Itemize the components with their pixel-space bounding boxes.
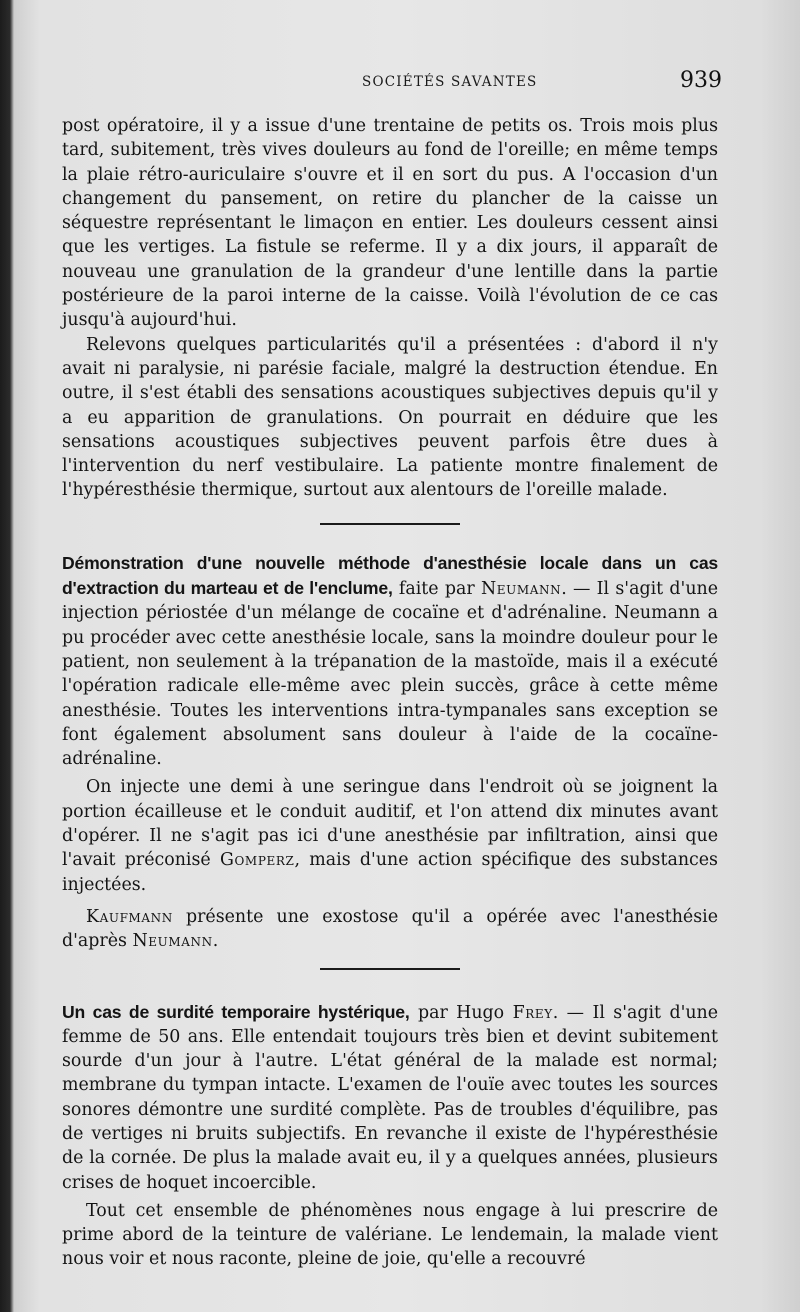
section-1-paragraph-3 — [62, 905, 718, 954]
section-divider-2 — [320, 968, 460, 970]
section-1-paragraph-3-name2: Neumann — [132, 931, 213, 952]
section-1-paragraph-1: Il s'agit d'une injection périostée d'un mélange de cocaïne et d'adrénaline. Neumann a pu procéder avec cette anesthésie locale, sans la moindre douleur pour le patient, non seulement à la trépanation de la mastoïde, mais il a exécuté l'opération radicale elle-même avec plein succès, grâce à cette même anesthésie. Toutes les interventions intra-tympanales sans exception se font également absolument sans douleur à l'aide de la cocaïne-adrénaline. — [62, 579, 719, 770]
section-2-paragraph-1: Il s'agit d'une femme de 50 ans. Elle entendait toujours très bien et devint subitement sourde d'un jour à l'autre. L'état général de la malade est normal; membrane du tympan intacte. L'examen de l'ouïe avec toutes les sources sonores démontre une surdité complète. Pas de troubles d'équilibre, pas de vertiges ni bruits subjectifs. En revanche il existe de l'hypéresthésie de la cornée. De plus la malade avait eu, il y a quelques années, plusieurs crises de hoquet incoercible. — [62, 1002, 719, 1193]
section-1-paragraph-3-name: Kaufmann — [86, 906, 173, 927]
section-divider — [320, 523, 460, 525]
section-2-first-paragraph — [62, 1000, 718, 1195]
section-1-byline-prefix: faite par — [398, 579, 475, 600]
continuation-paragraph: post opératoire, il y a issue d'une trentaine de petits os. Trois mois plus tard, subitement, très vives douleurs au fond de l'oreille; en même temps la plaie rétro-auriculaire s'ouvre et il en sort du pus. A l'occasion d'un changement du pansement, on retire du plancher de la caisse un séquestre représentant le limaçon en entier. Les douleurs cessent ainsi que les vertiges. La fistule se referme. Il y a dix jours, il apparaît de nouveau une granulation de la grandeur d'une lentille dans la partie postérieure de la paroi interne de la caisse. Voilà l'évolution de ce cas jusqu'à aujourd'hui. — [62, 116, 718, 331]
section-2-byline-suffix: . — — [552, 1002, 585, 1023]
section-2-paragraph-2: Tout cet ensemble de phénomènes nous engage à lui prescrire de prime abord de la teinture de valériane. Le lendemain, la malade vient nous voir et nous raconte, pleine de joie, qu'elle a recouvré — [62, 1200, 718, 1270]
section-1-paragraph-2-end: , mais d'une action spécifique des substances injectées. — [62, 850, 718, 895]
section-1-byline-suffix: . — — [561, 579, 591, 600]
section-1-title: Démonstration d'une nouvelle méthode d'anesthésie locale dans un cas d'extraction du marteau et de l'enclume, — [62, 552, 718, 599]
section-1-paragraph-2-name: Gomperz — [220, 850, 295, 871]
running-title: SOCIÉTÉS SAVANTES — [362, 74, 538, 90]
section-2-author: Frey — [512, 1002, 553, 1023]
section-2-title: Un cas de surdité temporaire hystérique, — [62, 1001, 410, 1022]
section-1-paragraph-2-start: On injecte une demi à une seringue dans l'endroit où se joignent la portion écailleuse et le conduit auditif, et l'on attend dix minutes avant d'opérer. Il ne s'agit pas ici d'une anesthésie par infiltration, ainsi que l'avait préconisé — [62, 777, 718, 871]
section-1-paragraph-3-middle: présente une exostose qu'il a opérée avec l'anesthésie d'après — [62, 906, 719, 952]
continuation-paragraph-2: Relevons quelques particularités qu'il a présentées : d'abord il n'y avait ni paralysie, ni parésie faciale, malgré la destruction étendue. En outre, il s'est établi des sensations acoustiques subjectives depuis qu'il y a eu apparition de granulations. On pourrait en déduire que les sensations acoustiques subjectives peuvent parfois être dues à l'intervention du nerf vestibulaire. La patiente montre finalement de l'hypéresthésie thermique, surtout aux alentours de l'oreille malade. — [62, 334, 718, 501]
page-body — [62, 114, 718, 1272]
section-1-paragraph-3-end: . — [212, 931, 219, 952]
section-1-first-paragraph — [62, 551, 718, 772]
page-number: 939 — [680, 68, 722, 93]
section-1-author: Neumann — [480, 579, 562, 600]
section-1-paragraph-2 — [62, 775, 718, 896]
section-2-byline-prefix: par Hugo — [417, 1002, 505, 1023]
page-header — [62, 66, 722, 106]
